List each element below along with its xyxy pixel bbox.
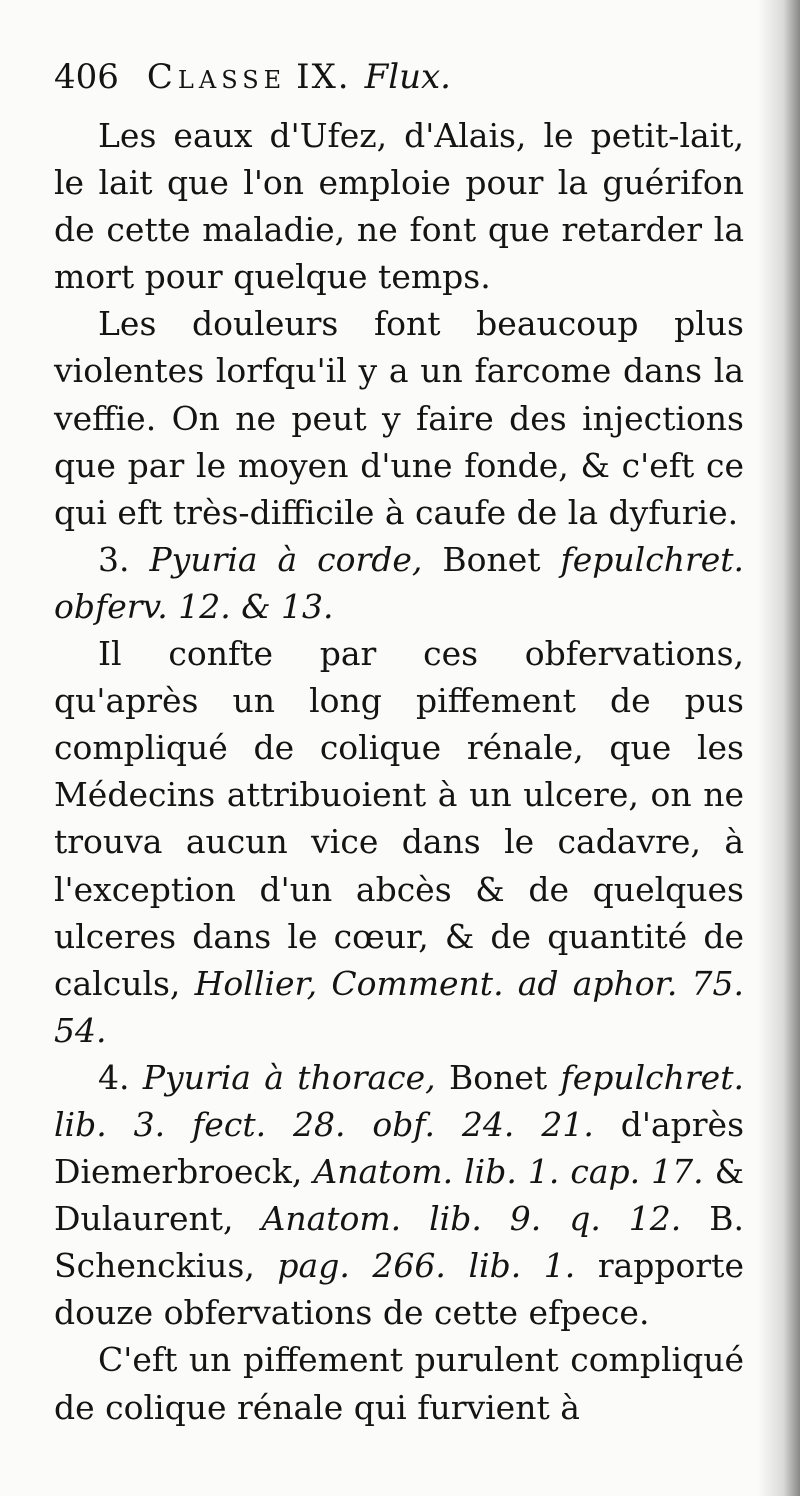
class-number: IX. [296, 57, 351, 97]
paragraph-species-4 [54, 1054, 744, 1337]
reference-text: d'après Diemerbroeck, [54, 1104, 744, 1192]
paragraph-pain: Les douleurs font beaucoup plus violentes lorfqu'il y a un farcome dans la veffie. On ne peut y faire des injections que par le moyen d'une fonde, & c'eft ce qui eft très-difficile à caufe de la dyfurie. [54, 304, 744, 532]
class-label: Classe [146, 57, 287, 97]
reference-author: Hollier, [194, 963, 318, 1003]
species-number: 4. [98, 1057, 130, 1097]
reference-work: Anatom. lib. 9. q. 12. [261, 1199, 682, 1239]
paragraph-purulent: C'eft un piffement purulent compliqué de colique rénale qui furvient à [54, 1340, 744, 1427]
reference-work: pag. 266. lib. 1. [277, 1246, 576, 1286]
species-name: Pyuria à corde, [149, 539, 423, 579]
page-number: 406 [54, 57, 119, 97]
observation-text: Il confte par ces obfervations, qu'après un long piffement de pus compliqué de colique rénale, que les Médecins attribuoient à un ulcere, on ne trouva aucun vice dans le cadavre, à l'exception d'un abcès & de quelques ulceres dans le cœur, & de quantité de calculs, [54, 634, 744, 1003]
body-text [54, 112, 744, 1431]
paragraph-species-3 [54, 536, 744, 630]
reference-work: Anatom. lib. 1. cap. 17. [313, 1152, 704, 1192]
page-spine-shadow [758, 0, 800, 1496]
species-name: Pyuria à thorace, [142, 1057, 436, 1097]
reference-text: B. Schenckius, [54, 1199, 744, 1286]
reference-author: Bonet [448, 1057, 548, 1097]
reference-work: fepulchret. lib. 3. fect. 28. obf. 24. 21. [54, 1057, 744, 1144]
species-number: 3. [98, 539, 130, 579]
reference-author: Bonet [442, 539, 541, 579]
paragraph-observations [54, 630, 744, 1054]
running-header [54, 52, 754, 102]
reference-text: rapporte douze obfervations de cette efpece. [54, 1246, 744, 1333]
reference-work: fepulchret. obferv. 12. & 13. [54, 539, 745, 626]
reference-text: & Dulaurent, [54, 1152, 744, 1239]
running-title: Flux. [364, 57, 451, 97]
paragraph-remedies: Les eaux d'Ufez, d'Alais, le petit-lait, le lait que l'on emploie pour la guérifon de cette maladie, ne font que retarder la mort pour quelque temps. [54, 116, 744, 297]
reference-work: Comment. ad aphor. 75. 54. [54, 963, 744, 1050]
